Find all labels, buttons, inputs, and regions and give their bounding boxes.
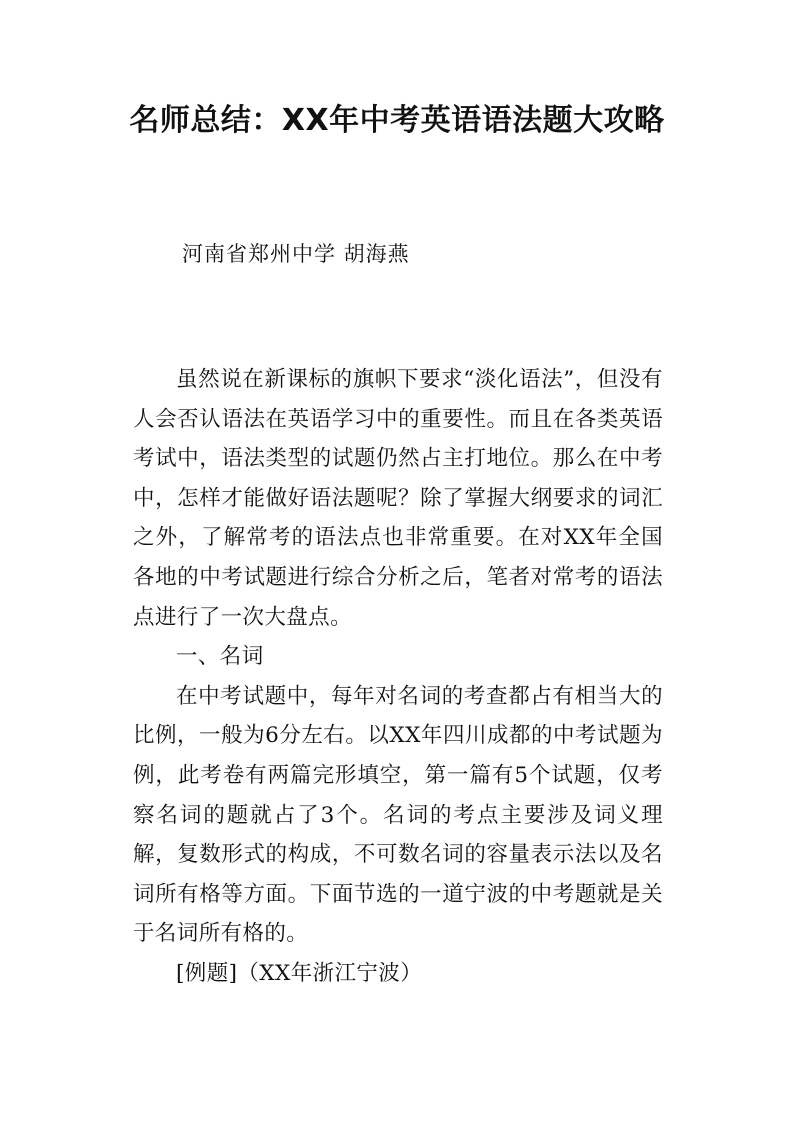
document-title: 名师总结：XX年中考英语语法题大攻略 [129,103,665,138]
section-heading-nouns: 一、名词 [176,644,264,670]
example-label: [例题]（XX年浙江宁波） [176,960,423,986]
document-body [133,360,663,994]
intro-paragraph: 虽然说在新课标的旗帜下要求“淡化语法”，但没有人会否认语法在英语学习中的重要性。而且在各类英语考试中，语法类型的试题仍然占主打地位。那么在中考中，怎样才能做好语法题呢？除了掌握大纲要求的词汇之外，了解常考的语法点也非常重要。在对XX年全国各地的中考试题进行综合分析之后，笔者对常考的语法点进行了一次大盘点。 [133,367,663,630]
nouns-paragraph: 在中考试题中，每年对名词的考查都占有相当大的比例，一般为6分左右。以XX年四川成都的中考试题为例，此考卷有两篇完形填空，第一篇有5个试题，仅考察名词的题就占了3个。名词的考点主要涉及词义理解，复数形式的构成，不可数名词的容量表示法以及名词所有格等方面。下面节选的一道宁波的中考题就是关于名词所有格的。 [133,683,663,947]
author-line: 河南省郑州中学 胡海燕 [182,242,410,266]
